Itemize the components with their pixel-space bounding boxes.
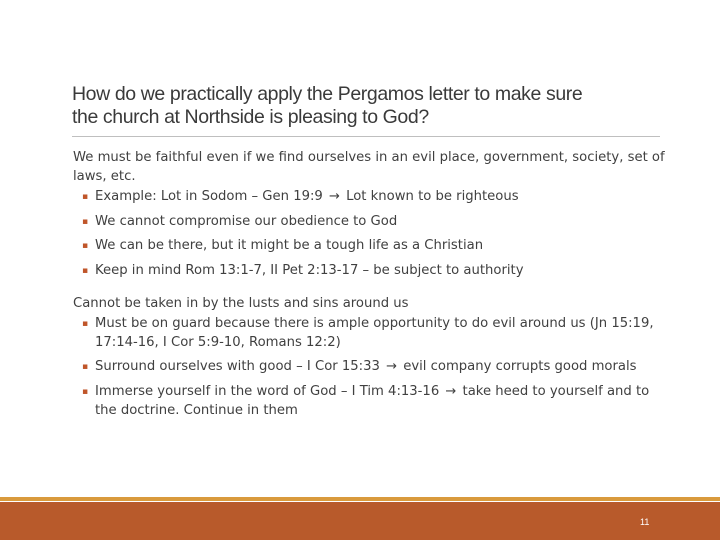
right-arrow-icon: → — [329, 189, 340, 205]
bullet-text: Keep in mind Rom 13:1-7, II Pet 2:13-17 – be subject to authority — [95, 262, 524, 278]
slide-body — [73, 149, 673, 420]
bullet-marker-icon: ▪ — [82, 319, 89, 330]
slide-title — [72, 83, 672, 129]
bullet-marker-icon: ▪ — [82, 386, 89, 397]
bullet-item — [73, 315, 673, 352]
bullet-item — [73, 358, 673, 377]
bullet-text: We can be there, but it might be a tough life as a Christian — [95, 238, 484, 254]
bullet-marker-icon: ▪ — [82, 192, 89, 203]
bullet-text-after-arrow: Lot known to be righteous — [346, 189, 519, 205]
bullet-text: Surround ourselves with good – I Cor 15:33 — [95, 359, 380, 375]
bullet-text: Example: Lot in Sodom – Gen 19:9 — [95, 189, 323, 205]
title-divider — [72, 136, 660, 137]
bullet-text-after-arrow: take heed to yourself and to the doctrine. Continue in them — [95, 383, 650, 418]
slide-title-line-1: How do we practically apply the Pergamos letter to make sure — [72, 83, 583, 105]
bullet-item — [73, 237, 673, 256]
bullet-marker-icon: ▪ — [82, 362, 89, 373]
bullet-text: Immerse yourself in the word of God – I Tim 4:13-16 — [95, 383, 440, 399]
footer-bar — [0, 502, 720, 540]
right-arrow-icon: → — [386, 359, 397, 375]
page-number: 11 — [640, 517, 650, 527]
section-1-lead: We must be faithful even if we find ourselves in an evil place, government, society, set of laws, etc. — [73, 150, 665, 184]
bullet-marker-icon: ▪ — [82, 216, 89, 227]
bullet-item — [73, 383, 673, 420]
bullet-item — [73, 213, 673, 232]
bullet-marker-icon: ▪ — [82, 265, 89, 276]
bullet-item — [73, 188, 673, 207]
footer-accent-line — [0, 497, 720, 501]
bullet-text: We cannot compromise our obedience to God — [95, 213, 398, 229]
right-arrow-icon: → — [445, 383, 457, 399]
section-2-lead: Cannot be taken in by the lusts and sins around us — [73, 295, 409, 311]
bullet-item — [73, 262, 673, 281]
bullet-marker-icon: ▪ — [82, 241, 89, 252]
slide-title-line-2: the church at Northside is pleasing to God? — [72, 106, 429, 128]
bullet-text-after-arrow: evil company corrupts good morals — [403, 359, 637, 375]
section-2-bullets — [73, 315, 673, 420]
bullet-text: Must be on guard because there is ample opportunity to do evil around us (Jn 15:19, 17:14-16, I Cor 5:9-10, Romans 12:2) — [95, 316, 654, 350]
section-1-bullets — [73, 188, 673, 280]
